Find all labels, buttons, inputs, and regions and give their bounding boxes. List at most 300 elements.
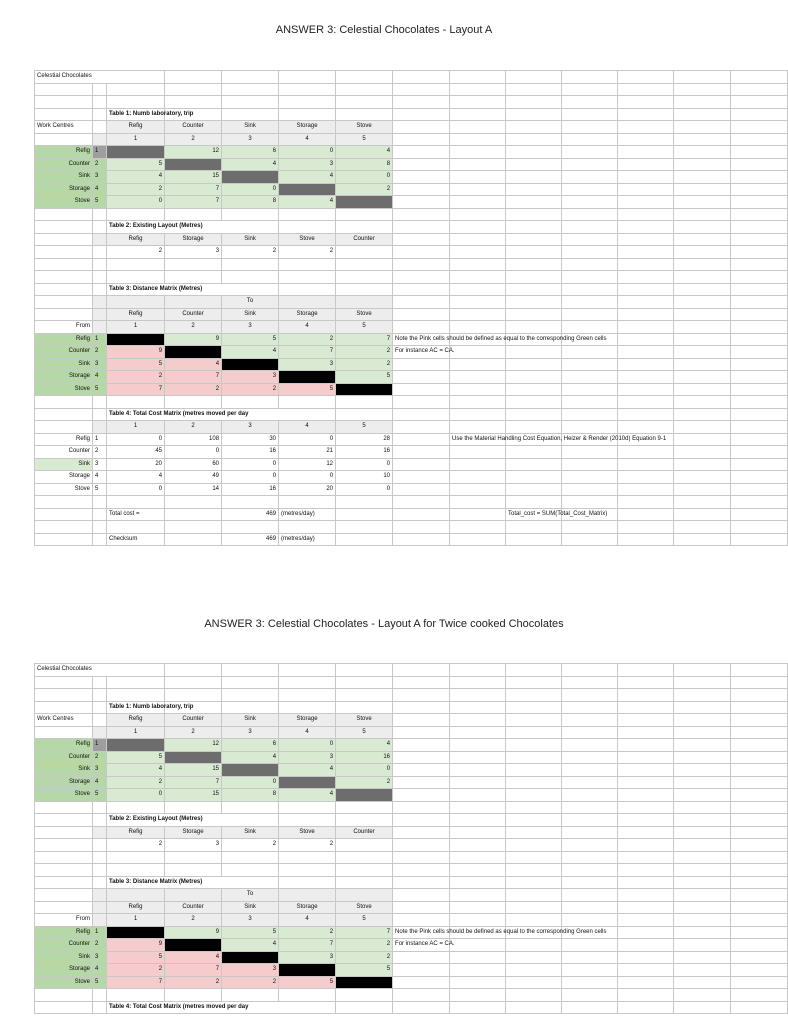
cell[interactable] <box>393 801 450 814</box>
cell[interactable] <box>731 776 788 789</box>
sheet-heading[interactable]: Celestial Chocolates <box>35 664 165 677</box>
cell[interactable] <box>674 383 731 396</box>
cell[interactable] <box>618 714 674 727</box>
cell[interactable] <box>506 183 562 196</box>
cell[interactable] <box>674 358 731 371</box>
cell[interactable] <box>450 358 506 371</box>
cell[interactable] <box>562 108 618 121</box>
cell[interactable] <box>450 421 506 434</box>
table3-value-cell[interactable]: 2 <box>165 976 222 989</box>
table4-caption[interactable]: Table 4: Total Cost Matrix (metres moved per day <box>107 408 336 421</box>
cell[interactable] <box>393 158 450 171</box>
table1-value-cell[interactable]: 6 <box>222 146 279 159</box>
cell[interactable] <box>562 664 618 677</box>
table1-col-header[interactable]: Sink <box>222 714 279 727</box>
cell[interactable] <box>336 989 393 1002</box>
cell[interactable] <box>279 801 336 814</box>
cell[interactable] <box>93 839 107 852</box>
cell[interactable] <box>450 296 506 309</box>
cell[interactable] <box>731 371 788 384</box>
cell[interactable] <box>731 951 788 964</box>
cell[interactable] <box>506 171 562 184</box>
cell[interactable] <box>35 521 93 534</box>
cell[interactable] <box>618 951 674 964</box>
cell[interactable] <box>450 789 506 802</box>
cell[interactable] <box>506 739 562 752</box>
cell[interactable] <box>336 801 393 814</box>
cell[interactable] <box>731 96 788 109</box>
cell[interactable] <box>393 71 450 84</box>
cell[interactable] <box>93 108 107 121</box>
cell[interactable] <box>618 496 674 509</box>
from-label[interactable]: From <box>35 914 93 927</box>
table1-row-label[interactable]: Storage <box>35 183 93 196</box>
table3-value-cell[interactable]: 4 <box>165 358 222 371</box>
cell[interactable] <box>618 508 674 521</box>
cell[interactable] <box>731 864 788 877</box>
cell[interactable] <box>93 321 107 334</box>
cell[interactable] <box>506 446 562 459</box>
table1-value-cell[interactable]: 4 <box>222 158 279 171</box>
cell[interactable] <box>450 764 506 777</box>
cell[interactable] <box>731 108 788 121</box>
cell[interactable] <box>393 183 450 196</box>
cell[interactable] <box>93 901 107 914</box>
cell[interactable] <box>562 96 618 109</box>
table1-col-header[interactable]: Stove <box>336 714 393 727</box>
table4-value-cell[interactable]: 0 <box>107 483 165 496</box>
cell[interactable] <box>35 901 93 914</box>
cell[interactable] <box>165 889 222 902</box>
table2-value-cell[interactable]: 2 <box>107 839 165 852</box>
cell[interactable] <box>35 533 93 546</box>
cell[interactable] <box>674 83 731 96</box>
cell[interactable] <box>450 483 506 496</box>
cell[interactable] <box>393 726 450 739</box>
cell[interactable] <box>165 508 222 521</box>
table4-value-cell[interactable]: 16 <box>222 483 279 496</box>
cell[interactable] <box>731 876 788 889</box>
cell[interactable] <box>450 676 506 689</box>
cell[interactable] <box>93 96 107 109</box>
table3-value-cell[interactable]: 5 <box>222 333 279 346</box>
cell[interactable] <box>618 926 674 939</box>
cell[interactable] <box>562 471 618 484</box>
cell[interactable] <box>731 408 788 421</box>
table4-value-cell[interactable]: 108 <box>165 433 222 446</box>
table1-value-cell[interactable]: 12 <box>165 739 222 752</box>
cell[interactable] <box>562 458 618 471</box>
cell[interactable] <box>506 689 562 702</box>
cell[interactable] <box>450 951 506 964</box>
cell[interactable] <box>222 521 279 534</box>
table1-value-cell[interactable]: 5 <box>107 158 165 171</box>
cell[interactable] <box>618 776 674 789</box>
table4-col-index[interactable]: 4 <box>279 421 336 434</box>
cell[interactable] <box>93 864 107 877</box>
cell[interactable] <box>674 814 731 827</box>
cell[interactable] <box>279 296 336 309</box>
cell[interactable] <box>674 233 731 246</box>
table3-row-index[interactable]: 3 <box>93 951 107 964</box>
cell[interactable] <box>618 308 674 321</box>
cell[interactable] <box>562 421 618 434</box>
cell[interactable] <box>336 258 393 271</box>
table1-row-label[interactable]: Counter <box>35 751 93 764</box>
table3-value-cell[interactable]: 5 <box>107 358 165 371</box>
cell[interactable] <box>674 989 731 1002</box>
cell[interactable] <box>731 851 788 864</box>
cell[interactable] <box>674 964 731 977</box>
table1-value-cell[interactable]: 4 <box>279 196 336 209</box>
cell[interactable] <box>35 689 93 702</box>
cell[interactable] <box>562 826 618 839</box>
cell[interactable] <box>35 108 93 121</box>
table3-col-header[interactable]: Refig <box>107 308 165 321</box>
cell[interactable] <box>506 233 562 246</box>
cell[interactable] <box>393 851 450 864</box>
cell[interactable] <box>222 96 279 109</box>
table1-row-index[interactable]: 3 <box>93 764 107 777</box>
cell[interactable] <box>506 108 562 121</box>
cell[interactable] <box>562 751 618 764</box>
cell[interactable] <box>393 508 450 521</box>
table2-caption[interactable]: Table 2: Existing Layout (Metres) <box>107 814 279 827</box>
cell[interactable] <box>336 283 393 296</box>
table4-row-index[interactable]: 4 <box>93 471 107 484</box>
table3-value-cell[interactable]: 2 <box>279 926 336 939</box>
cell[interactable] <box>165 689 222 702</box>
cell[interactable] <box>618 83 674 96</box>
cell[interactable] <box>450 96 506 109</box>
cell[interactable] <box>393 283 450 296</box>
cell[interactable] <box>450 508 506 521</box>
table3-value-cell[interactable]: 9 <box>165 926 222 939</box>
cell[interactable] <box>35 221 93 234</box>
table1-value-cell[interactable]: 4 <box>107 171 165 184</box>
cell[interactable] <box>506 789 562 802</box>
cell[interactable] <box>618 801 674 814</box>
table3-value-cell[interactable] <box>222 951 279 964</box>
cell[interactable] <box>393 776 450 789</box>
table3-col-header[interactable]: Stove <box>336 308 393 321</box>
cell[interactable] <box>336 864 393 877</box>
cell[interactable] <box>336 71 393 84</box>
cell[interactable] <box>450 533 506 546</box>
cell[interactable] <box>165 208 222 221</box>
cell[interactable] <box>506 814 562 827</box>
cell[interactable] <box>731 133 788 146</box>
cell[interactable] <box>35 726 93 739</box>
table1-value-cell[interactable]: 5 <box>107 751 165 764</box>
cell[interactable] <box>107 496 165 509</box>
cell[interactable] <box>393 751 450 764</box>
cell[interactable] <box>93 208 107 221</box>
cell[interactable] <box>562 271 618 284</box>
cell[interactable] <box>731 1001 788 1014</box>
table1-value-cell[interactable]: 3 <box>279 751 336 764</box>
cell[interactable] <box>35 676 93 689</box>
cell[interactable] <box>674 789 731 802</box>
cell[interactable] <box>107 396 165 409</box>
cell[interactable] <box>35 96 93 109</box>
table4-value-cell[interactable]: 4 <box>107 471 165 484</box>
cell[interactable] <box>35 271 93 284</box>
table1-value-cell[interactable]: 8 <box>222 789 279 802</box>
cell[interactable] <box>506 258 562 271</box>
cell[interactable] <box>506 676 562 689</box>
cell[interactable] <box>506 776 562 789</box>
table2-value-cell[interactable]: 2 <box>222 839 279 852</box>
table2-col-header[interactable]: Refig <box>107 233 165 246</box>
table3-row-index[interactable]: 1 <box>93 926 107 939</box>
cell[interactable] <box>618 914 674 927</box>
cell[interactable] <box>618 701 674 714</box>
table3-value-cell[interactable]: 5 <box>107 951 165 964</box>
cell[interactable] <box>731 258 788 271</box>
cell[interactable] <box>618 321 674 334</box>
cell[interactable] <box>450 383 506 396</box>
table4-col-index[interactable]: 2 <box>165 421 222 434</box>
table4-value-cell[interactable]: 0 <box>107 433 165 446</box>
table3-value-cell[interactable]: 9 <box>107 939 165 952</box>
cell[interactable] <box>506 901 562 914</box>
table1-value-cell[interactable]: 15 <box>165 789 222 802</box>
cell[interactable] <box>506 496 562 509</box>
table3-col-header[interactable]: Storage <box>279 308 336 321</box>
cell[interactable] <box>107 889 165 902</box>
cell[interactable] <box>674 483 731 496</box>
table4-value-cell[interactable]: 0 <box>279 471 336 484</box>
cell[interactable] <box>450 914 506 927</box>
cell[interactable] <box>618 383 674 396</box>
table1-value-cell[interactable]: 15 <box>165 764 222 777</box>
cell[interactable] <box>674 146 731 159</box>
cell[interactable] <box>674 208 731 221</box>
cell[interactable] <box>674 889 731 902</box>
table3-value-cell[interactable]: 2 <box>279 333 336 346</box>
table3-value-cell[interactable] <box>336 383 393 396</box>
cell[interactable] <box>618 739 674 752</box>
from-label[interactable]: From <box>35 321 93 334</box>
table1-value-cell[interactable] <box>336 196 393 209</box>
cell[interactable] <box>731 839 788 852</box>
table1-value-cell[interactable]: 2 <box>107 776 165 789</box>
cell[interactable] <box>674 701 731 714</box>
cell[interactable] <box>336 221 393 234</box>
cell[interactable] <box>506 83 562 96</box>
table4-value-cell[interactable]: 20 <box>107 458 165 471</box>
cell[interactable] <box>618 533 674 546</box>
cell[interactable] <box>450 446 506 459</box>
cell[interactable] <box>450 271 506 284</box>
cell[interactable] <box>506 471 562 484</box>
table2-col-header[interactable]: Sink <box>222 233 279 246</box>
cell[interactable] <box>506 1001 562 1014</box>
cell[interactable] <box>279 83 336 96</box>
table4-row-index[interactable]: 3 <box>93 458 107 471</box>
cell[interactable] <box>731 271 788 284</box>
cell[interactable] <box>393 171 450 184</box>
table4-col-index[interactable]: 1 <box>107 421 165 434</box>
cell[interactable] <box>279 108 336 121</box>
cell[interactable] <box>506 726 562 739</box>
cell[interactable] <box>731 751 788 764</box>
table3-row-label[interactable]: Sink <box>35 951 93 964</box>
table1-value-cell[interactable] <box>279 183 336 196</box>
table1-value-cell[interactable]: 0 <box>107 196 165 209</box>
table1-col-index[interactable]: 4 <box>279 133 336 146</box>
cell[interactable] <box>618 471 674 484</box>
cell[interactable] <box>165 296 222 309</box>
cell[interactable] <box>165 96 222 109</box>
cell[interactable] <box>506 851 562 864</box>
table3-value-cell[interactable] <box>279 964 336 977</box>
cell[interactable] <box>165 864 222 877</box>
cell[interactable] <box>674 221 731 234</box>
cell[interactable] <box>222 208 279 221</box>
cell[interactable] <box>450 889 506 902</box>
cell[interactable] <box>731 83 788 96</box>
cell[interactable] <box>279 689 336 702</box>
cell[interactable] <box>618 664 674 677</box>
cell[interactable] <box>506 701 562 714</box>
cell[interactable] <box>618 876 674 889</box>
cell[interactable] <box>731 333 788 346</box>
table3-value-cell[interactable]: 2 <box>336 358 393 371</box>
table2-value-cell[interactable] <box>336 839 393 852</box>
cell[interactable] <box>279 496 336 509</box>
table2-value-cell[interactable] <box>336 246 393 259</box>
cell[interactable] <box>674 196 731 209</box>
table3-row-label[interactable]: Storage <box>35 371 93 384</box>
cell[interactable] <box>731 789 788 802</box>
table3-value-cell[interactable] <box>222 358 279 371</box>
table4-value-cell[interactable]: 21 <box>279 446 336 459</box>
cell[interactable] <box>93 726 107 739</box>
cell[interactable] <box>731 383 788 396</box>
cell[interactable] <box>165 801 222 814</box>
to-label[interactable]: To <box>222 889 279 902</box>
table4-value-cell[interactable]: 49 <box>165 471 222 484</box>
cell[interactable] <box>562 701 618 714</box>
cell[interactable] <box>450 83 506 96</box>
table3-row-label[interactable]: Sink <box>35 358 93 371</box>
table1-col-index[interactable]: 3 <box>222 726 279 739</box>
cell[interactable] <box>562 676 618 689</box>
cell[interactable] <box>562 121 618 134</box>
cell[interactable] <box>731 521 788 534</box>
cell[interactable] <box>618 371 674 384</box>
table1-row-label[interactable]: Sink <box>35 764 93 777</box>
cell[interactable] <box>336 889 393 902</box>
cell[interactable] <box>165 396 222 409</box>
cell[interactable] <box>279 889 336 902</box>
cell[interactable] <box>336 396 393 409</box>
cell[interactable] <box>393 358 450 371</box>
cell[interactable] <box>450 246 506 259</box>
cell[interactable] <box>93 714 107 727</box>
table1-row-label[interactable]: Refig <box>35 739 93 752</box>
cell[interactable] <box>618 71 674 84</box>
cell[interactable] <box>93 308 107 321</box>
table3-col-header[interactable]: Storage <box>279 901 336 914</box>
table1-value-cell[interactable] <box>336 789 393 802</box>
cell[interactable] <box>93 521 107 534</box>
cell[interactable] <box>674 676 731 689</box>
table1-row-index[interactable]: 2 <box>93 158 107 171</box>
table3-value-cell[interactable]: 2 <box>107 371 165 384</box>
cell[interactable] <box>674 408 731 421</box>
table1-value-cell[interactable]: 4 <box>279 171 336 184</box>
cell[interactable] <box>107 96 165 109</box>
cell[interactable] <box>618 446 674 459</box>
cell[interactable] <box>618 196 674 209</box>
cell[interactable] <box>393 108 450 121</box>
cell[interactable] <box>336 676 393 689</box>
cell[interactable] <box>279 876 336 889</box>
cell[interactable] <box>618 146 674 159</box>
cell[interactable] <box>93 914 107 927</box>
cell[interactable] <box>393 826 450 839</box>
table1-value-cell[interactable]: 7 <box>165 196 222 209</box>
cell[interactable] <box>674 764 731 777</box>
cell[interactable] <box>674 283 731 296</box>
cell[interactable] <box>107 521 165 534</box>
cell[interactable] <box>393 714 450 727</box>
cell[interactable] <box>93 83 107 96</box>
cell[interactable] <box>336 108 393 121</box>
cell[interactable] <box>674 939 731 952</box>
cell[interactable] <box>674 296 731 309</box>
table3-row-index[interactable]: 4 <box>93 371 107 384</box>
table3-col-header[interactable]: Refig <box>107 901 165 914</box>
cell[interactable] <box>731 346 788 359</box>
cell[interactable] <box>731 739 788 752</box>
cell[interactable] <box>731 158 788 171</box>
table4-row-label[interactable]: Stove <box>35 483 93 496</box>
cell[interactable] <box>35 421 93 434</box>
cell[interactable] <box>506 714 562 727</box>
table1-row-label[interactable]: Sink <box>35 171 93 184</box>
table1-value-cell[interactable]: 15 <box>165 171 222 184</box>
cell[interactable] <box>618 221 674 234</box>
cell[interactable] <box>450 458 506 471</box>
cell[interactable] <box>618 483 674 496</box>
cell[interactable] <box>731 483 788 496</box>
cell[interactable] <box>222 989 279 1002</box>
cell[interactable] <box>506 246 562 259</box>
cell[interactable] <box>618 408 674 421</box>
table1-value-cell[interactable]: 8 <box>222 196 279 209</box>
cell[interactable] <box>336 689 393 702</box>
cell[interactable] <box>450 283 506 296</box>
cell[interactable] <box>674 926 731 939</box>
table3-value-cell[interactable] <box>107 926 165 939</box>
cell[interactable] <box>731 183 788 196</box>
cell[interactable] <box>35 1001 93 1014</box>
cell[interactable] <box>674 258 731 271</box>
cell[interactable] <box>222 71 279 84</box>
table3-caption[interactable]: Table 3: Distance Matrix (Metres) <box>107 283 279 296</box>
cell[interactable] <box>674 726 731 739</box>
cell[interactable] <box>618 346 674 359</box>
cell[interactable] <box>450 964 506 977</box>
table1-caption[interactable]: Table 1: Numb laboratory, trip <box>107 108 165 121</box>
table4-value-cell[interactable]: 45 <box>107 446 165 459</box>
table1-row-index[interactable]: 2 <box>93 751 107 764</box>
cell[interactable] <box>618 246 674 259</box>
